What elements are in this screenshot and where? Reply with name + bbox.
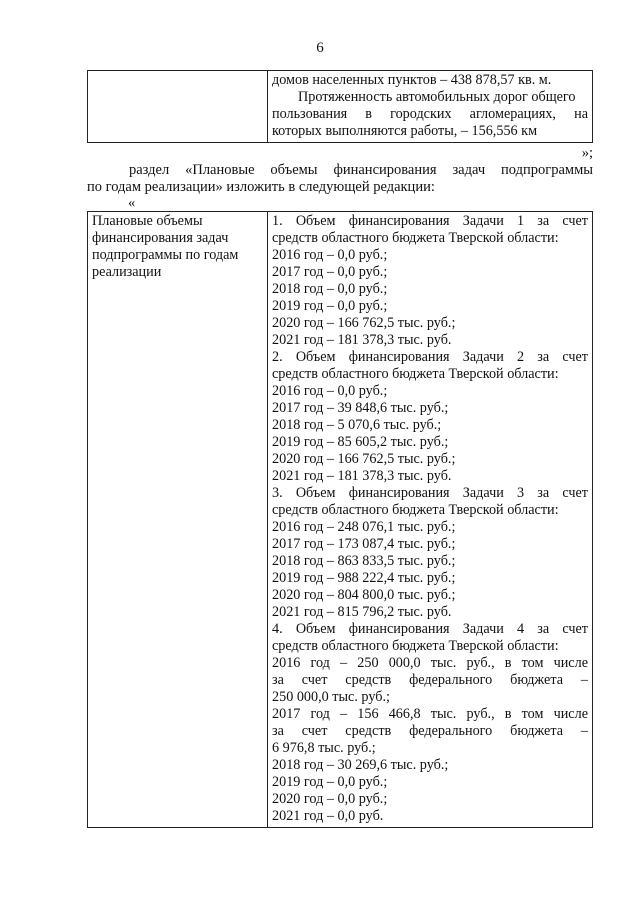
target-line: домов населенных пунктов – 438 878,57 кв. м. bbox=[272, 72, 552, 88]
financing-table bbox=[87, 211, 593, 828]
target-line: Протяженность автомобильных дорог общего bbox=[298, 89, 576, 105]
financing-line: средств областного бюджета Тверской области: bbox=[272, 638, 559, 654]
financing-line: 2016 год – 248 076,1 тыс. руб.; bbox=[272, 519, 456, 535]
financing-line: 2020 год – 804 800,0 тыс. руб.; bbox=[272, 587, 456, 603]
financing-line: 2019 год – 988 222,4 тыс. руб.; bbox=[272, 570, 456, 586]
right-cell-targets bbox=[268, 71, 593, 143]
financing-line: 2019 год – 0,0 руб.; bbox=[272, 298, 388, 314]
table-row bbox=[88, 71, 593, 143]
paragraph-line: раздел «Плановые объемы финансирования задач подпрограммы bbox=[129, 162, 593, 178]
financing-line: 2020 год – 166 762,5 тыс. руб.; bbox=[272, 315, 456, 331]
amendment-paragraph bbox=[87, 162, 593, 196]
table-row bbox=[88, 212, 593, 828]
financing-line: 2021 год – 0,0 руб. bbox=[272, 808, 384, 824]
financing-line: средств областного бюджета Тверской области: bbox=[272, 366, 559, 382]
financing-line: за счет средств федерального бюджета – bbox=[272, 723, 588, 739]
closing-quote: »; bbox=[581, 145, 593, 161]
financing-line: 2019 год – 0,0 руб.; bbox=[272, 774, 388, 790]
section-label: Плановые объемы финансирования задач подпрограммы по годам реализации bbox=[88, 212, 268, 828]
financing-line: 2021 год – 815 796,2 тыс. руб. bbox=[272, 604, 452, 620]
financing-line: за счет средств федерального бюджета – bbox=[272, 672, 588, 688]
page-number: 6 bbox=[316, 40, 324, 56]
financing-line: 2021 год – 181 378,3 тыс. руб. bbox=[272, 332, 452, 348]
financing-line: 2017 год – 39 848,6 тыс. руб.; bbox=[272, 400, 449, 416]
financing-line: средств областного бюджета Тверской области: bbox=[272, 230, 559, 246]
financing-line: 2. Объем финансирования Задачи 2 за счет bbox=[272, 349, 588, 365]
financing-details bbox=[268, 212, 593, 828]
financing-line: 2020 год – 166 762,5 тыс. руб.; bbox=[272, 451, 456, 467]
financing-line: 2018 год – 0,0 руб.; bbox=[272, 281, 388, 297]
financing-line: 6 976,8 тыс. руб.; bbox=[272, 740, 376, 756]
continuation-table bbox=[87, 70, 593, 143]
financing-line: 250 000,0 тыс. руб.; bbox=[272, 689, 390, 705]
financing-line: средств областного бюджета Тверской области: bbox=[272, 502, 559, 518]
financing-line: 2019 год – 85 605,2 тыс. руб.; bbox=[272, 434, 449, 450]
target-line: которых выполняются работы, – 156,556 км bbox=[272, 123, 538, 139]
financing-line: 3. Объем финансирования Задачи 3 за счет bbox=[272, 485, 588, 501]
financing-line: 2018 год – 863 833,5 тыс. руб.; bbox=[272, 553, 456, 569]
target-line: пользования в городских агломерациях, на bbox=[272, 106, 588, 122]
financing-line: 2017 год – 173 087,4 тыс. руб.; bbox=[272, 536, 456, 552]
opening-quote: « bbox=[128, 195, 136, 211]
financing-line: 2017 год – 156 466,8 тыс. руб., в том числе bbox=[272, 706, 588, 722]
financing-line: 2018 год – 5 070,6 тыс. руб.; bbox=[272, 417, 442, 433]
financing-line: 2016 год – 250 000,0 тыс. руб., в том числе bbox=[272, 655, 588, 671]
financing-line: 2016 год – 0,0 руб.; bbox=[272, 247, 388, 263]
financing-line: 1. Объем финансирования Задачи 1 за счет bbox=[272, 213, 588, 229]
financing-line: 4. Объем финансирования Задачи 4 за счет bbox=[272, 621, 588, 637]
financing-line: 2021 год – 181 378,3 тыс. руб. bbox=[272, 468, 452, 484]
financing-line: 2016 год – 0,0 руб.; bbox=[272, 383, 388, 399]
financing-line: 2020 год – 0,0 руб.; bbox=[272, 791, 388, 807]
left-cell-empty bbox=[88, 71, 268, 143]
paragraph-line: по годам реализации» изложить в следующей редакции: bbox=[87, 179, 435, 195]
financing-line: 2018 год – 30 269,6 тыс. руб.; bbox=[272, 757, 449, 773]
financing-line: 2017 год – 0,0 руб.; bbox=[272, 264, 388, 280]
